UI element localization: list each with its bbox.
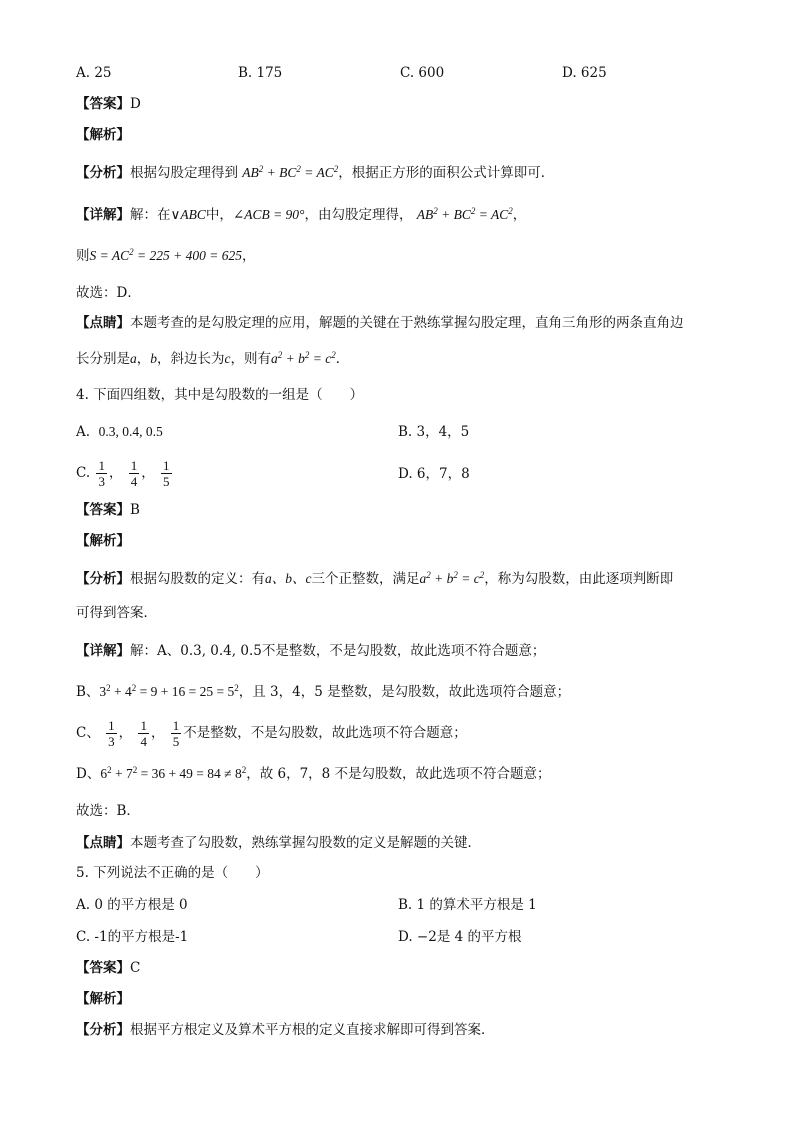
fenxi-text-post: ，根据正方形的面积公式计算即可． — [338, 165, 555, 181]
text: ，斜边长为 — [157, 351, 225, 367]
sep: ， — [141, 465, 155, 481]
answer-value: D — [130, 96, 141, 112]
numerator: 1 — [108, 718, 115, 733]
var-c: c — [224, 351, 231, 366]
text: ，且 3，4，5 是整数，是勾股数，故此选项符合题意； — [238, 684, 571, 700]
option-label: A. — [76, 424, 91, 440]
denominator: 5 — [163, 474, 170, 489]
q4-detail-b — [76, 683, 570, 701]
detail-text: 解：在 — [130, 207, 171, 223]
formula: $6^2 + 7^2 = 36 + 49 = 84 \ne 8^2$ — [100, 765, 247, 781]
numerator: 1 — [130, 458, 138, 473]
text: ，称为勾股数，由此逐项判断即 — [484, 571, 674, 587]
text: ， — [136, 351, 151, 367]
denominator: 5 — [172, 734, 180, 749]
values: 0.3, 0.4, 0.5 — [180, 643, 262, 659]
dianjing-tag: 【点睛】 — [76, 835, 130, 851]
text: C、 — [76, 725, 100, 741]
denominator: 3 — [98, 474, 105, 489]
detail-text-mid: 中， — [205, 207, 233, 223]
q4-option-b: B. 3，4，5 — [398, 424, 470, 440]
q3-option-a: A. 25 — [76, 65, 112, 81]
text: 解：A、 — [130, 643, 181, 659]
text: 不是整数，不是勾股数，故此选项不符合题意； — [183, 725, 467, 741]
text: 长分别是 — [76, 351, 130, 367]
denominator: 4 — [130, 474, 138, 489]
q3-option-d: D. 625 — [562, 65, 607, 81]
fraction — [161, 458, 172, 489]
triangle-name: ∨ABC — [170, 207, 206, 222]
q3-then — [76, 247, 255, 265]
fenxi-tag: 【分析】 — [76, 571, 130, 587]
q4-question: 4. 下面四组数，其中是勾股数的一组是（ ） — [76, 387, 364, 403]
detail-tag: 【详解】 — [76, 643, 130, 659]
q5-option-d: D. −2是 4 的平方根 — [398, 929, 522, 945]
angle-formula: ∠ACB = 90° — [232, 207, 305, 222]
text: ． — [335, 351, 350, 367]
detail-formula: $AB^2 + BC^2 = AC^2$ — [416, 206, 513, 222]
var-a: a — [130, 351, 137, 366]
q3-analysis-tag: 【解析】 — [76, 127, 130, 143]
fraction — [171, 718, 182, 749]
denominator: 3 — [108, 734, 115, 749]
fraction — [96, 458, 107, 489]
q4-answer — [76, 501, 140, 519]
sep: ， — [108, 465, 123, 481]
vars: a、b、c — [265, 571, 312, 586]
denominator: 4 — [140, 734, 147, 749]
q3-answer — [76, 95, 141, 113]
text: 三个正整数，满足 — [311, 571, 420, 587]
fenxi-tag: 【分析】 — [76, 165, 130, 181]
option-label: C. — [76, 465, 91, 481]
q4-option-a — [76, 423, 163, 441]
q3-choose: 故选：D． — [76, 285, 141, 301]
detail-text-post: ， — [512, 207, 527, 223]
q4-analysis-tag: 【解析】 — [76, 533, 130, 549]
fraction — [129, 458, 140, 489]
text: ，故 6，7，8 不是勾股数，故此选项不符合题意； — [246, 766, 551, 782]
q4-option-c — [76, 454, 174, 492]
numerator: 1 — [140, 718, 147, 733]
option-value: 0.3, 0.4, 0.5 — [98, 424, 163, 439]
q3-option-c: C. 600 — [400, 65, 445, 81]
text: B、 — [76, 684, 100, 700]
q5-fenxi — [76, 1021, 495, 1039]
text: 根据平方根定义及算术平方根的定义直接求解即可得到答案． — [130, 1022, 495, 1038]
q5-option-b: B. 1 的算术平方根是 1 — [398, 897, 537, 913]
formula: $3^2 + 4^2 = 9 + 16 = 25 = 5^2$ — [99, 683, 239, 699]
answer-value: C — [130, 960, 141, 976]
dianjing-tag: 【点睛】 — [76, 315, 130, 331]
q4-option-d: D. 6，7，8 — [398, 466, 470, 482]
q5-question: 5. 下列说法不正确的是（ ） — [76, 865, 269, 881]
q3-dianjing — [76, 314, 684, 332]
q4-detail-c — [76, 714, 467, 752]
answer-tag: 【答案】 — [76, 96, 130, 112]
answer-tag: 【答案】 — [76, 960, 130, 976]
q3-option-b: B. 175 — [238, 65, 283, 81]
q5-option-a: A. 0 的平方根是 0 — [76, 897, 188, 913]
sep: ， — [118, 725, 133, 741]
q4-choose: 故选：B． — [76, 803, 140, 819]
then-post: ， — [241, 248, 256, 264]
fenxi-formula: $AB^2 + BC^2 = AC^2$ — [242, 164, 339, 180]
dianjing-text: 本题考查的是勾股定理的应用，解题的关键在于熟练掌握勾股定理，直角三角形的两条直角边 — [130, 315, 684, 331]
fenxi-text: 根据勾股定理得到 — [130, 165, 238, 181]
numerator: 1 — [98, 458, 105, 473]
fraction — [138, 718, 149, 749]
text: ，则有 — [230, 351, 271, 367]
text: 根据勾股数的定义：有 — [130, 571, 265, 587]
then-pre: 则 — [76, 248, 90, 264]
q3-fenxi — [76, 164, 554, 182]
q4-fenxi — [76, 570, 673, 588]
pythagorean-formula: $a^2 + b^2 = c^2$ — [419, 570, 485, 586]
answer-tag: 【答案】 — [76, 502, 130, 518]
q4-detail-d — [76, 765, 551, 783]
detail-tag: 【详解】 — [76, 207, 130, 223]
q5-answer — [76, 959, 140, 977]
q3-dianjing-line2 — [76, 350, 349, 368]
numerator: 1 — [163, 458, 170, 473]
var-b: b — [150, 351, 157, 366]
answer-value: B — [130, 502, 140, 518]
then-formula: $S = AC^2 = 225 + 400 = 625$ — [89, 247, 242, 263]
q4-dianjing — [76, 834, 481, 852]
numerator: 1 — [172, 718, 180, 733]
q5-option-c: C. -1的平方根是-1 — [76, 929, 189, 945]
pythagorean-formula: $a^2 + b^2 = c^2$ — [271, 350, 336, 366]
sep: ， — [150, 725, 165, 741]
detail-text-mid2: ，由勾股定理得， — [304, 207, 413, 223]
fraction — [106, 718, 117, 749]
fenxi-tag: 【分析】 — [76, 1022, 130, 1038]
text: 不是整数，不是勾股数，故此选项不符合题意； — [261, 643, 546, 659]
q5-analysis-tag: 【解析】 — [76, 991, 130, 1007]
q4-detail-a — [76, 642, 545, 660]
text: 本题考查了勾股数，熟练掌握勾股数的定义是解题的关键． — [130, 835, 481, 851]
q4-fenxi-line2: 可得到答案． — [76, 605, 157, 621]
q3-detail — [76, 206, 526, 224]
text: D、 — [76, 766, 101, 782]
